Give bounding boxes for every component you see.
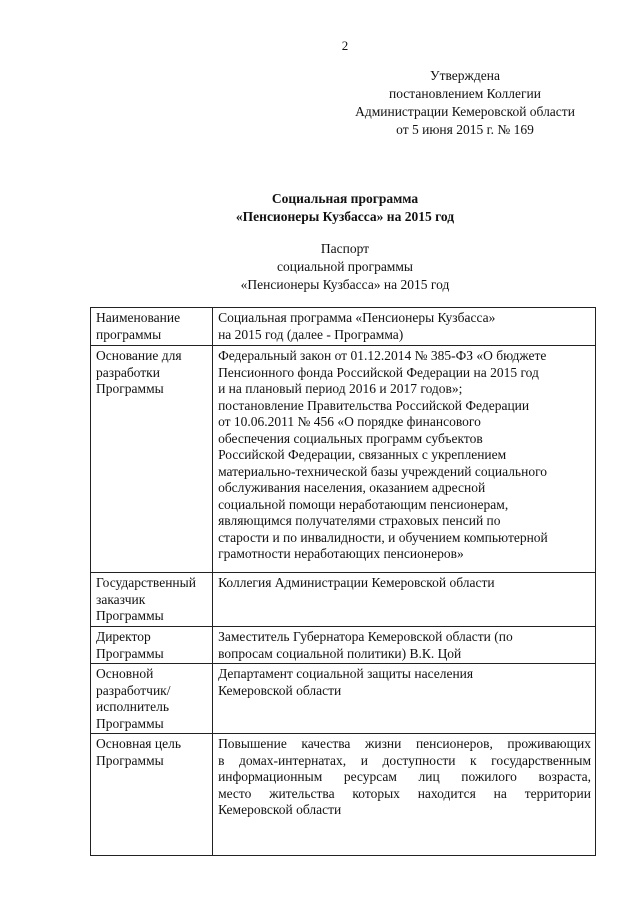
page-number: 2 [341, 38, 349, 53]
value-line: материально-технической базы учреждений социального [218, 463, 548, 479]
approval-line: постановлением Коллегии [389, 86, 541, 101]
value-line: Повышение качества жизни пенсионеров, проживающих [218, 736, 591, 751]
row-label-cell [91, 734, 213, 856]
row-label-cell [91, 627, 213, 664]
row-label-cell [91, 346, 213, 573]
label-line: разработчик/ [96, 682, 171, 698]
value-line: постановление Правительства Российской Федерации [218, 397, 530, 413]
row-value-cell [213, 627, 596, 664]
approval-line: Администрации Кемеровской области [355, 104, 575, 119]
label-line: Программы [96, 381, 164, 396]
value-line: и на плановый период 2016 и 2017 годов»; [218, 381, 463, 396]
table-row [91, 573, 596, 627]
value-line: в домах-интернатах, и доступности к государственным [218, 752, 591, 768]
label-line: Основной [96, 666, 154, 681]
approval-line: Утверждена [430, 68, 500, 83]
label-line: программы [96, 326, 162, 342]
approval-stamp [320, 67, 610, 139]
label-line: Программы [96, 645, 164, 661]
approval-line: от 5 июня 2015 г. № 169 [396, 122, 534, 137]
passport-table [90, 307, 596, 856]
value-line: Коллегия Администрации Кемеровской области [218, 575, 495, 590]
value-line: являющимся получателями страховых пенсий по [218, 513, 501, 528]
title-line: «Пенсионеры Кузбасса» на 2015 год [235, 209, 455, 224]
row-value-cell [213, 734, 596, 856]
value-line: Российской Федерации, связанных с укреплением [218, 447, 507, 462]
value-line: старости и по инвалидности, и обучением компьютерной [218, 529, 548, 545]
value-line: Пенсионного фонда Российской Федерации на 2015 год [218, 364, 539, 380]
passport-line: «Пенсионеры Кузбасса» на 2015 год [240, 277, 450, 292]
row-value-cell [213, 346, 596, 573]
table-row [91, 308, 596, 346]
label-line: Основная цель [96, 736, 182, 751]
value-line: обслуживания населения, оказанием адресной [218, 480, 486, 495]
value-line: от 10.06.2011 № 456 «О порядке финансового [218, 414, 481, 429]
row-value-cell [213, 664, 596, 734]
table-row [91, 734, 596, 856]
row-label-cell [91, 308, 213, 346]
value-line: Кемеровской области [218, 682, 342, 698]
value-line: место жительства которых находится на территории [218, 785, 591, 801]
label-line: Государственный [96, 575, 196, 590]
table-row [91, 346, 596, 573]
value-line: вопросам социальной политики) В.К. Цой [218, 645, 462, 661]
value-line: Заместитель Губернатора Кемеровской области (по [218, 629, 513, 644]
passport-line: социальной программы [277, 259, 413, 274]
value-line: обеспечения социальных программ субъектов [218, 430, 483, 446]
value-line: грамотности неработающих пенсионеров» [218, 546, 464, 561]
row-value-cell [213, 573, 596, 627]
label-line: исполнитель [96, 699, 169, 714]
value-line: информационным ресурсам лиц пожилого возраста, [218, 769, 591, 784]
label-line: Программы [96, 752, 164, 768]
label-line: заказчик [96, 591, 146, 607]
table-row [91, 627, 596, 664]
row-label-cell [91, 664, 213, 734]
passport-line: Паспорт [320, 241, 370, 256]
value-line: Социальная программа «Пенсионеры Кузбасса» [218, 310, 496, 325]
label-line: разработки [96, 364, 160, 380]
passport-heading [0, 240, 640, 294]
label-line: Программы [96, 608, 164, 623]
value-line: Федеральный закон от 01.12.2014 № 385-ФЗ «О бюджете [218, 348, 547, 363]
value-line: на 2015 год (далее - Программа) [218, 326, 404, 342]
document-title [0, 190, 640, 226]
value-line: социальной помощи неработающим пенсионерам, [218, 496, 509, 512]
label-line: Основание для [96, 348, 182, 363]
value-line: Департамент социальной защиты населения [218, 666, 474, 681]
value-line: Кемеровской области [218, 802, 342, 817]
table-row [91, 664, 596, 734]
label-line: Наименование [96, 310, 181, 325]
label-line: Директор [96, 629, 151, 644]
label-line: Программы [96, 715, 164, 731]
row-label-cell [91, 573, 213, 627]
row-value-cell [213, 308, 596, 346]
title-line: Социальная программа [271, 191, 419, 206]
